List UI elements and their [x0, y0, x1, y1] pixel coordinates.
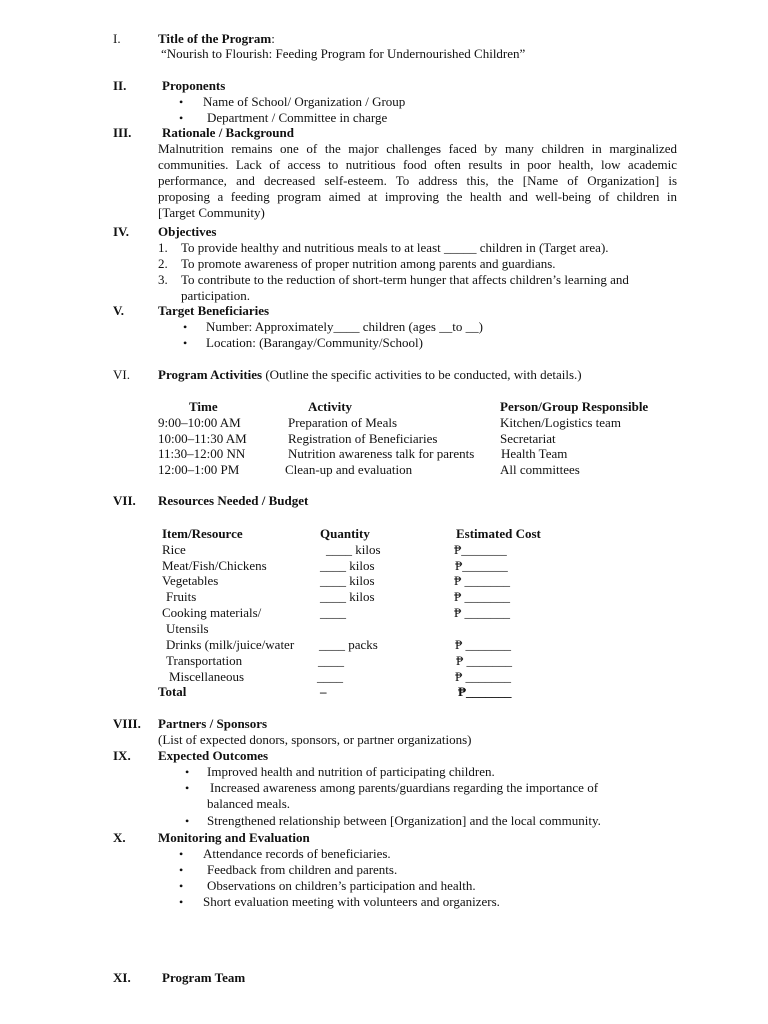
section-number: VIII.	[113, 716, 141, 731]
section-number: VII.	[113, 493, 136, 508]
section-heading: Target Beneficiaries	[158, 303, 270, 318]
budget-item: Drinks (milk/juice/water	[166, 637, 295, 652]
column-header: Estimated Cost	[456, 526, 541, 541]
bullet-icon: •	[179, 95, 184, 109]
list-item: Short evaluation meeting with volunteers and organizers.	[203, 894, 500, 909]
bullet-icon: •	[179, 111, 184, 125]
budget-quantity: ____	[317, 669, 343, 684]
list-item: Improved health and nutrition of participating children.	[207, 764, 495, 779]
paragraph-line: performance, and decreased self-esteem. To address this, the [Name of Organization] is	[158, 173, 677, 188]
section-heading: Rationale / Background	[162, 125, 294, 140]
section-number: IV.	[113, 224, 130, 239]
budget-cost: ₱ _______	[455, 637, 511, 652]
budget-quantity: ____ packs	[319, 637, 378, 652]
list-item: Strengthened relationship between [Organization] and the local community.	[207, 813, 601, 828]
table-cell: Nutrition awareness talk for parents	[288, 446, 475, 461]
budget-cost: ₱_______	[454, 542, 507, 557]
column-header: Person/Group Responsible	[500, 399, 649, 414]
section-heading: Monitoring and Evaluation	[158, 830, 310, 845]
budget-quantity: ____ kilos	[320, 589, 375, 604]
paragraph-line: [Target Community)	[158, 205, 265, 220]
section-number: IX.	[113, 748, 131, 763]
heading-subtitle: (Outline the specific activities to be conducted, with details.)	[265, 367, 582, 382]
bullet-icon: •	[183, 320, 188, 334]
section-number: V.	[113, 303, 124, 318]
table-cell: Secretariat	[500, 431, 556, 446]
objective-item: To contribute to the reduction of short-term hunger that affects children’s learning and	[181, 272, 629, 287]
paragraph-line: communities. Lack of access to nutritious food often results in poor health, low academic	[158, 157, 677, 172]
heading-text: Program Activities	[158, 367, 263, 382]
bullet-icon: •	[179, 895, 184, 909]
budget-total-cost: ₱_______	[458, 684, 512, 699]
budget-total-quantity: –	[320, 684, 327, 699]
table-cell: Clean-up and evaluation	[285, 462, 413, 477]
objective-item: To promote awareness of proper nutrition among parents and guardians.	[181, 256, 556, 271]
heading-text: Title of the Program	[158, 31, 272, 46]
column-header: Item/Resource	[162, 526, 243, 541]
list-item: Name of School/ Organization / Group	[203, 94, 406, 109]
paragraph-line: proposing a feeding program aimed at improving the health and well-being of children in	[158, 189, 677, 204]
table-cell: 9:00–10:00 AM	[158, 415, 241, 430]
budget-item: Utensils	[166, 621, 209, 636]
budget-quantity: ____	[318, 653, 344, 668]
column-header: Activity	[308, 399, 353, 414]
budget-item: Miscellaneous	[169, 669, 245, 684]
section-number: III.	[113, 125, 132, 140]
list-number: 2.	[158, 256, 168, 271]
bullet-icon: •	[185, 765, 190, 779]
budget-cost: ₱ _______	[454, 573, 510, 588]
budget-cost: ₱ _______	[455, 669, 511, 684]
section-number: XI.	[113, 970, 131, 985]
bullet-icon: •	[185, 814, 190, 828]
section-heading: Partners / Sponsors	[158, 716, 268, 731]
bullet-icon: •	[179, 863, 184, 877]
table-cell: Kitchen/Logistics team	[500, 415, 621, 430]
list-item-cont: balanced meals.	[207, 796, 291, 811]
section-heading: Expected Outcomes	[158, 748, 269, 763]
table-cell: Registration of Beneficiaries	[288, 431, 438, 446]
table-cell: Health Team	[501, 446, 568, 461]
budget-cost: ₱ _______	[454, 605, 510, 620]
budget-cost: ₱ _______	[456, 653, 512, 668]
table-cell: Preparation of Meals	[288, 415, 398, 430]
section-heading: Program Team	[162, 970, 246, 985]
section-heading: Proponents	[162, 78, 226, 93]
budget-quantity: ____ kilos	[320, 573, 375, 588]
section-heading: Objectives	[158, 224, 217, 239]
budget-item: Meat/Fish/Chickens	[162, 558, 267, 573]
table-cell: 12:00–1:00 PM	[158, 462, 240, 477]
budget-quantity: ____ kilos	[326, 542, 381, 557]
list-number: 1.	[158, 240, 168, 255]
column-header: Time	[189, 399, 218, 414]
bullet-icon: •	[179, 847, 184, 861]
colon: :	[271, 31, 275, 46]
objective-item: To provide healthy and nutritious meals to at least _____ children in (Target area).	[181, 240, 609, 255]
program-title: “Nourish to Flourish: Feeding Program for Undernourished Children”	[161, 46, 526, 61]
section-number: I.	[113, 31, 121, 46]
bullet-icon: •	[183, 336, 188, 350]
budget-item: Vegetables	[162, 573, 219, 588]
column-header: Quantity	[320, 526, 370, 541]
list-item: Location: (Barangay/Community/School)	[206, 335, 423, 350]
section-text: (List of expected donors, sponsors, or partner organizations)	[158, 732, 472, 747]
budget-quantity: ____ kilos	[320, 558, 375, 573]
list-item: Increased awareness among parents/guardians regarding the importance of	[210, 780, 599, 795]
list-item: Attendance records of beneficiaries.	[203, 846, 391, 861]
section-number: VI.	[113, 367, 130, 382]
section-heading	[158, 31, 275, 47]
list-number: 3.	[158, 272, 168, 287]
section-heading	[158, 367, 582, 383]
paragraph-line: Malnutrition remains one of the major challenges faced by many children in marginalized	[158, 141, 677, 156]
budget-item: Cooking materials/	[162, 605, 262, 620]
section-heading: Resources Needed / Budget	[158, 493, 309, 508]
budget-item: Rice	[162, 542, 186, 557]
list-item: Number: Approximately____ children (ages __to __)	[206, 319, 483, 334]
rationale-paragraph	[158, 141, 677, 221]
section-number: II.	[113, 78, 127, 93]
budget-total-label: Total	[158, 684, 187, 699]
bullet-icon: •	[179, 879, 184, 893]
table-cell: 10:00–11:30 AM	[158, 431, 247, 446]
budget-cost: ₱_______	[455, 558, 508, 573]
budget-item: Fruits	[166, 589, 197, 604]
objective-item-cont: participation.	[181, 288, 250, 303]
section-number: X.	[113, 830, 126, 845]
bullet-icon: •	[185, 781, 190, 795]
table-cell: All committees	[500, 462, 580, 477]
list-item: Department / Committee in charge	[207, 110, 388, 125]
budget-cost: ₱ _______	[454, 589, 510, 604]
list-item: Feedback from children and parents.	[207, 862, 398, 877]
budget-item: Transportation	[166, 653, 243, 668]
list-item: Observations on children’s participation and health.	[207, 878, 476, 893]
budget-quantity: ____	[320, 605, 346, 620]
table-cell: 11:30–12:00 NN	[158, 446, 246, 461]
